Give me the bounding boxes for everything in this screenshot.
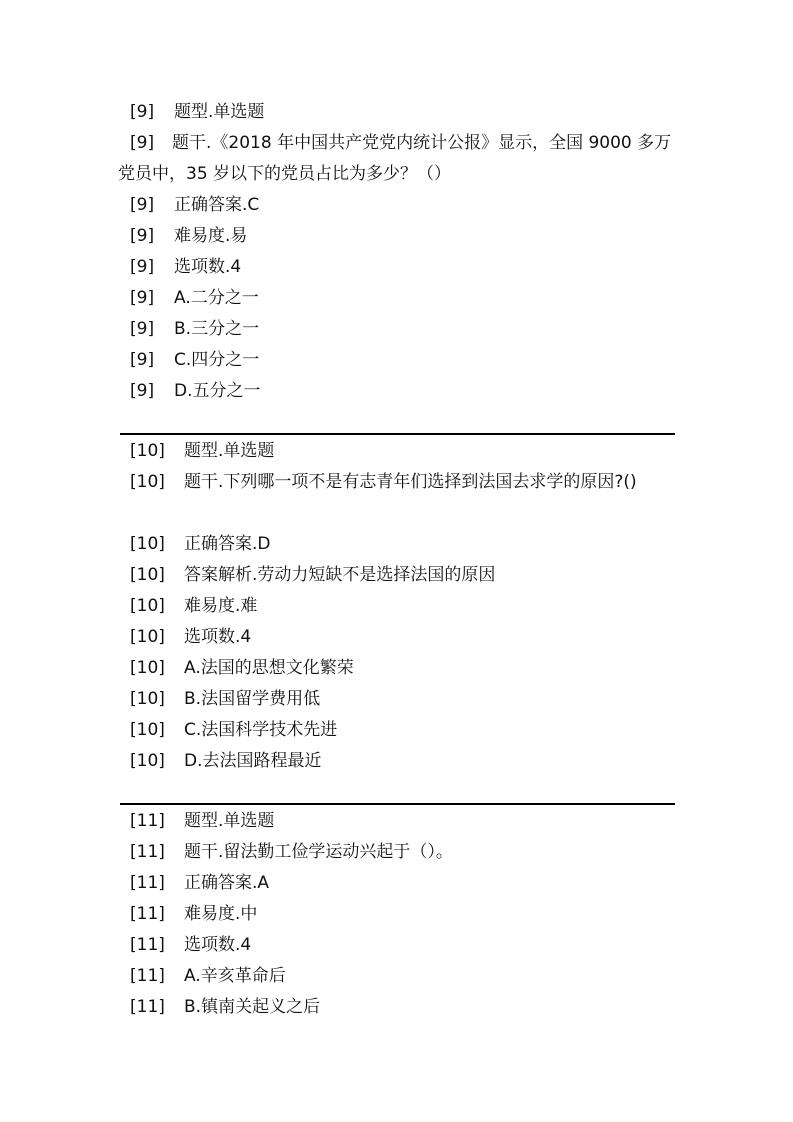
q11-stem: [11] 题干.留法勤工俭学运动兴起于（）。	[130, 842, 453, 862]
divider-10-11	[120, 803, 675, 805]
q9-option-count: [9] 选项数.4	[130, 257, 242, 277]
q10-option-a: [10] A.法国的思想文化繁荣	[130, 658, 354, 678]
q11-option-count: [11] 选项数.4	[130, 935, 252, 955]
q10-explanation: [10] 答案解析.劳动力短缺不是选择法国的原因	[130, 565, 496, 585]
q9-difficulty: [9] 难易度.易	[130, 226, 248, 246]
q9-option-b: [9] B.三分之一	[130, 319, 260, 339]
q10-option-b: [10] B.法国留学费用低	[130, 689, 321, 709]
q10-option-d: [10] D.去法国路程最近	[130, 751, 322, 771]
divider-9-10	[120, 433, 675, 435]
q9-option-d: [9] D.五分之一	[130, 381, 261, 401]
q10-option-c: [10] C.法国科学技术先进	[130, 720, 338, 740]
q10-stem: [10] 题干.下列哪一项不是有志青年们选择到法国去求学的原因?()	[130, 472, 637, 492]
question-11	[120, 806, 675, 1023]
q9-stem: [9] 题干.《2018 年中国共产党党内统计公报》显示，全国 9000 多万党员中，35 岁以下的党员占比为多少？（）	[118, 133, 672, 184]
q9-option-a: [9] A.二分之一	[130, 288, 259, 308]
q11-difficulty: [11] 难易度.中	[130, 904, 258, 924]
q11-option-a: [11] A.辛亥革命后	[130, 966, 286, 986]
q10-option-count: [10] 选项数.4	[130, 627, 252, 647]
q10-type: [10] 题型.单选题	[130, 441, 275, 461]
q10-difficulty: [10] 难易度.难	[130, 596, 258, 616]
q9-answer: [9] 正确答案.C	[130, 195, 260, 215]
question-9	[120, 97, 675, 407]
question-10	[120, 436, 675, 777]
q11-option-b: [11] B.镇南关起义之后	[130, 997, 321, 1017]
q9-type: [9] 题型.单选题	[130, 102, 265, 122]
q10-answer: [10] 正确答案.D	[130, 534, 271, 554]
q11-answer: [11] 正确答案.A	[130, 873, 270, 893]
q9-option-c: [9] C.四分之一	[130, 350, 260, 370]
q11-type: [11] 题型.单选题	[130, 811, 275, 831]
